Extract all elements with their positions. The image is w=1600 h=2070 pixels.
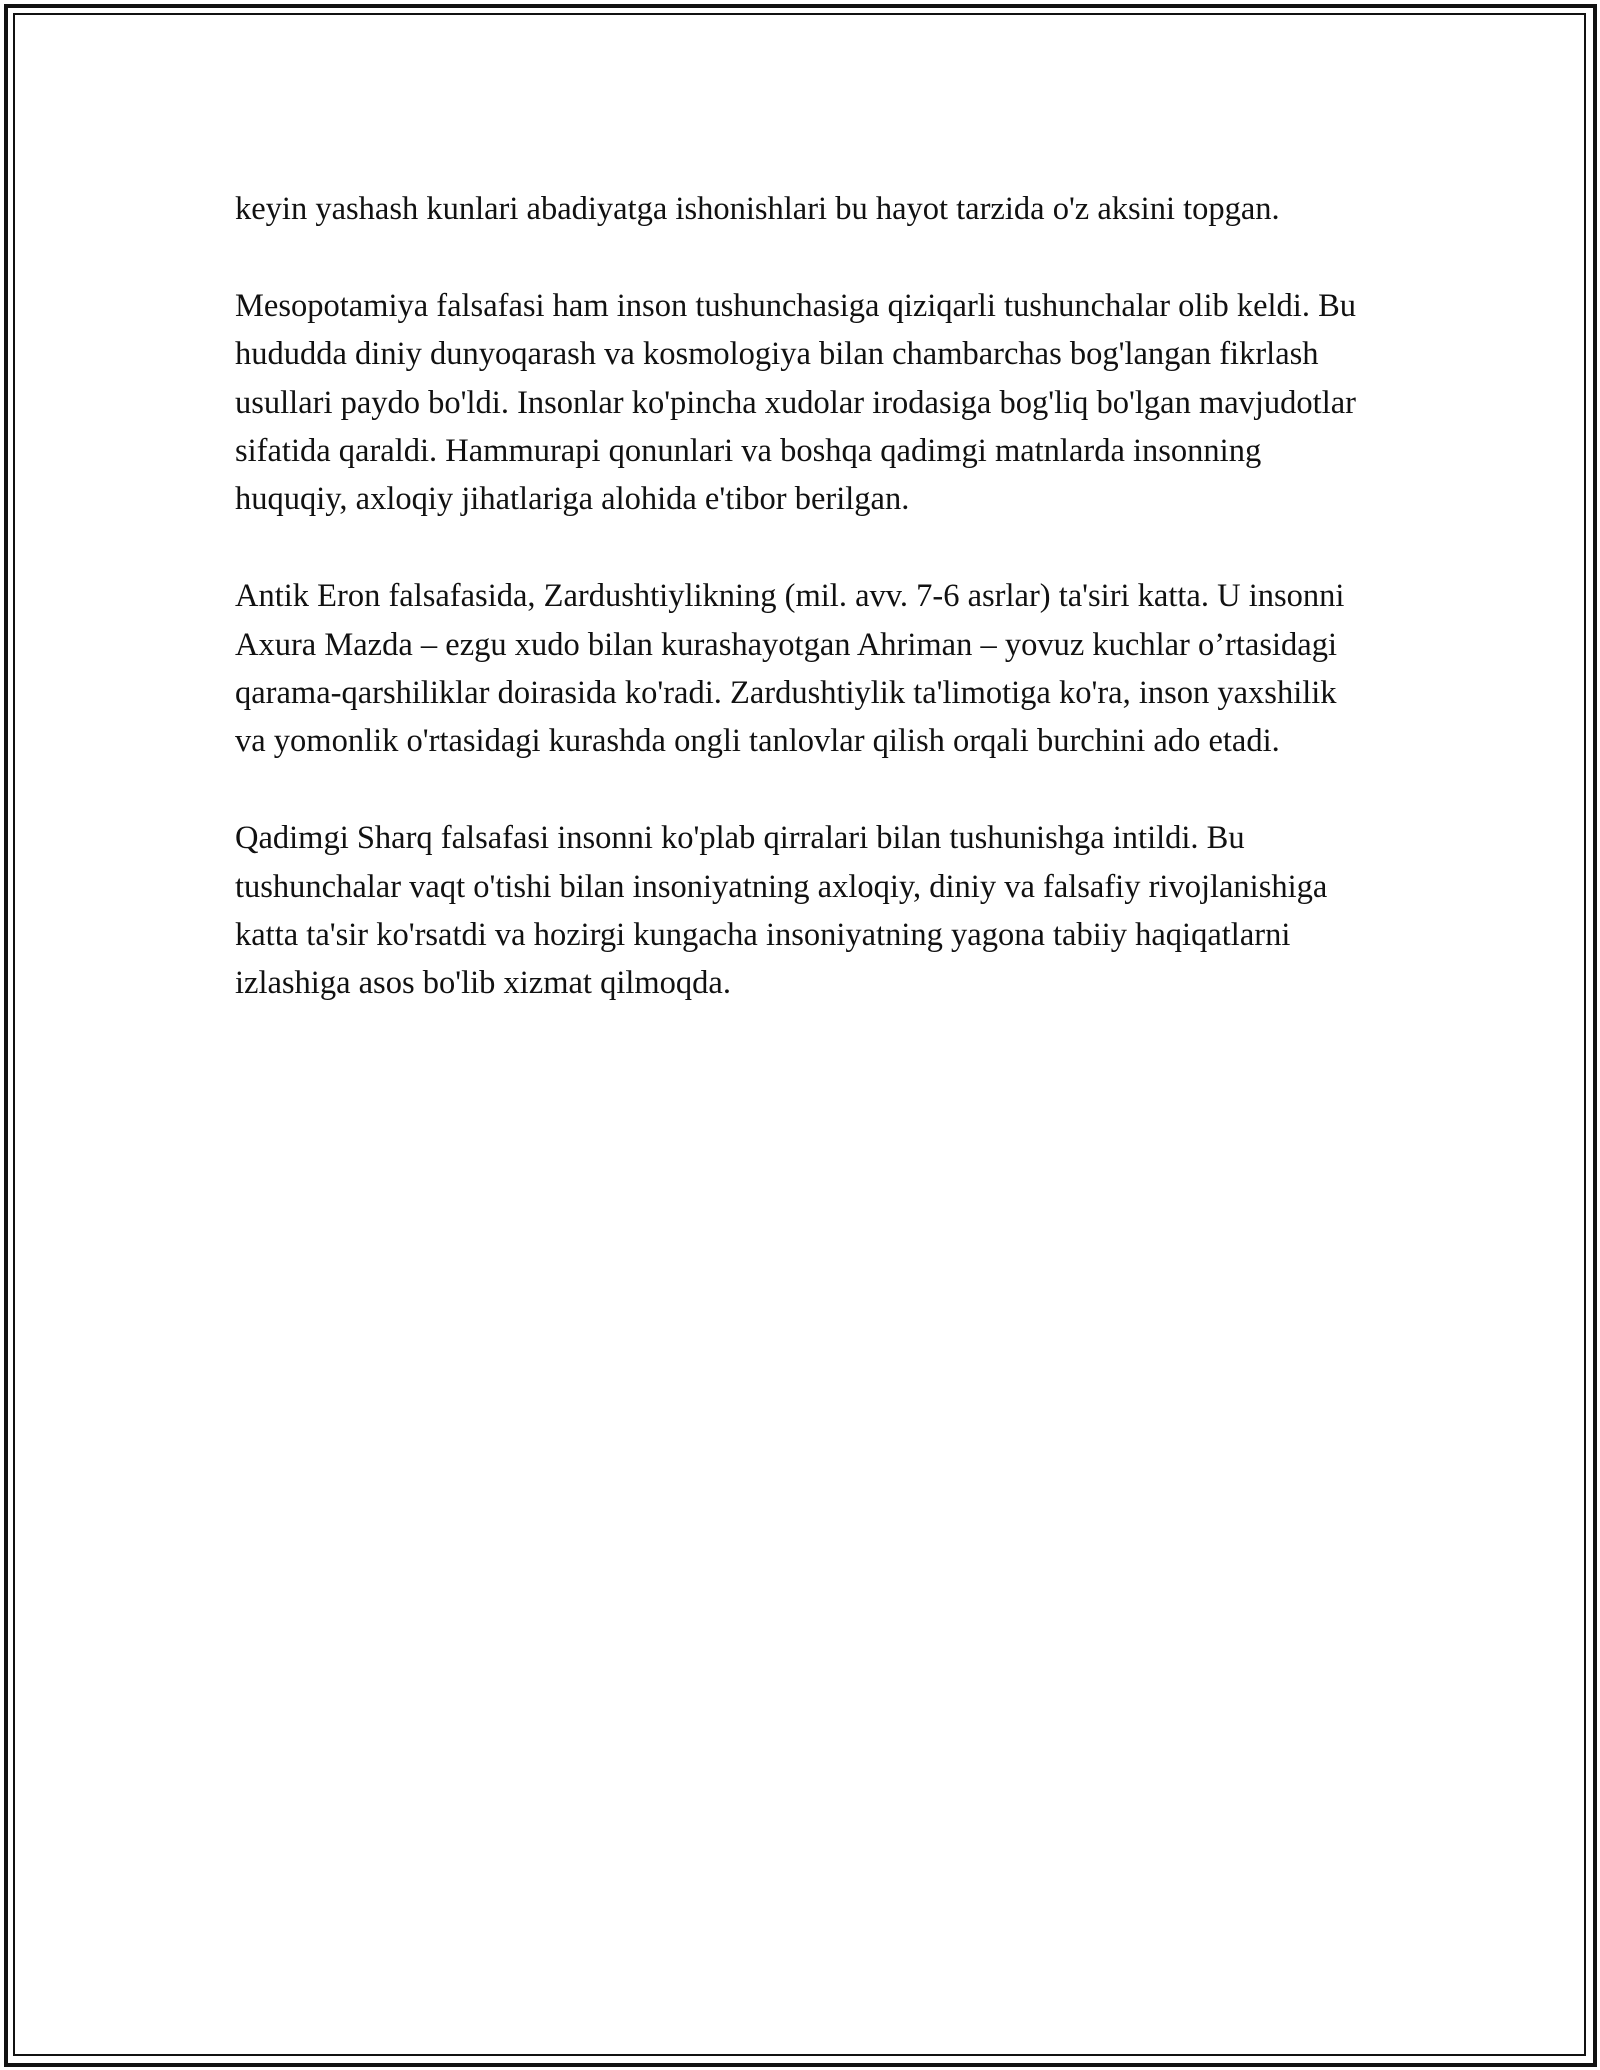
document-body — [235, 185, 1365, 1056]
paragraph: Qadimgi Sharq falsafasi insonni ko'plab qirralari bilan tushunishga intildi. Bu tushunchalar vaqt o'tishi bilan insoniyatning axloqiy, diniy va falsafiy rivojlanishiga katta ta'sir ko'rsatdi va hozirgi kungacha insoniyatning yagona tabiiy haqiqatlarni izlashiga asos bo'lib xizmat qilmoqda. — [235, 820, 1328, 1002]
paragraph: Antik Eron falsafasida, Zardushtiylikning (mil. avv. 7-6 asrlar) ta'siri katta. U insonni Axura Mazda – ezgu xudo bilan kurashayotgan Ahriman – yovuz kuchlar o’rtasidagi qarama-qarshiliklar doirasida ko'radi. Zardushtiylik ta'limotiga ko'ra, inson yaxshilik va yomonlik o'rtasidagi kurashda ongli tanlovlar qilish orqali burchini ado etadi. — [235, 578, 1345, 760]
paragraph: Mesopotamiya falsafasi ham inson tushunchasiga qiziqarli tushunchalar olib keldi. Bu hududda diniy dunyoqarash va kosmologiya bilan chambarchas bog'langan fikrlash usullari paydo bo'ldi. Insonlar ko'pincha xudolar irodasiga bog'liq bo'lgan mavjudotlar sifatida qaraldi. Hammurapi qonunlari va boshqa qadimgi matnlarda insonning huquqiy, axloqiy jihatlariga alohida e'tibor berilgan. — [235, 287, 1357, 518]
paragraph: keyin yashash kunlari abadiyatga ishonishlari bu hayot tarzida o'z aksini topgan. — [235, 191, 1280, 227]
